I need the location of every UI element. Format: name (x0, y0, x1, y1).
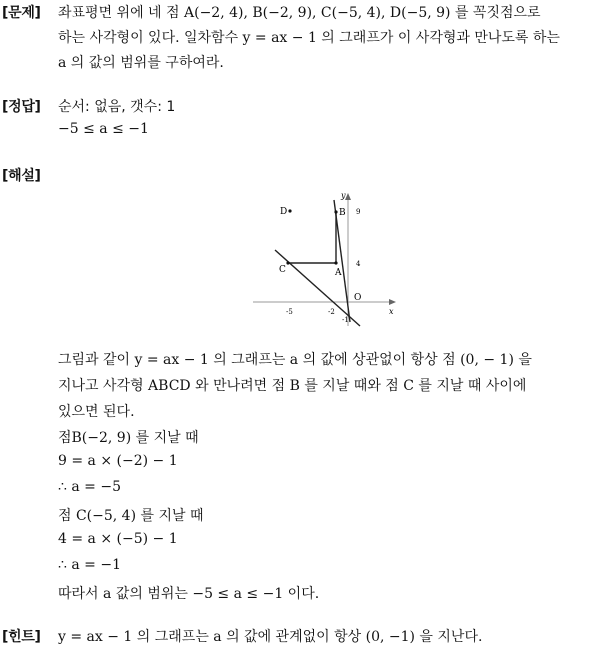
point-c-label: C (279, 265, 286, 275)
explanation-label: [해설] (2, 168, 41, 184)
x-axis-arrow (389, 299, 396, 305)
origin-label: O (354, 293, 362, 303)
explanation-line-8: 4 = a × (−5) − 1 (58, 531, 178, 547)
y-tick-4: 4 (356, 260, 361, 268)
problem-label: [문제] (2, 5, 41, 21)
x-tick-minus-2: -2 (328, 308, 335, 316)
y-axis-arrow (345, 193, 351, 200)
point-d-marker (288, 209, 291, 212)
problem-line-1: 좌표평면 위에 네 점 A(−2, 4), B(−2, 9), C(−5, 4), D(−5, 9) 를 꼭짓점으로 (58, 5, 541, 21)
x-axis-label: x (389, 307, 394, 316)
point-a-label: A (335, 268, 342, 278)
x-tick-minus-5: -5 (286, 308, 293, 316)
explanation-line-6: ∴ a = −5 (58, 479, 121, 495)
answer-label: [정답] (2, 99, 41, 115)
explanation-line-5: 9 = a × (−2) − 1 (58, 453, 178, 469)
point-c-marker (286, 261, 289, 264)
problem-line-2: 하는 사각형이 있다. 일차함수 y = ax − 1 의 그래프가 이 사각형과 만나도록 하는 (58, 30, 560, 46)
point-b-label: B (339, 208, 346, 218)
explanation-line-7: 점 C(−5, 4) 를 지날 때 (58, 508, 204, 524)
explanation-line-4: 점B(−2, 9) 를 지날 때 (58, 430, 199, 446)
explanation-line-9: ∴ a = −1 (58, 557, 121, 573)
explanation-line-2: 지나고 사각형 ABCD 와 만나려면 점 B 를 지날 때와 점 C 를 지날 때 사이에 (58, 378, 527, 394)
hint-line: y = ax − 1 의 그래프는 a 의 값에 관계없이 항상 (0, −1) 을 지난다. (58, 629, 483, 645)
explanation-line-10: 따라서 a 값의 범위는 −5 ≤ a ≤ −1 이다. (58, 586, 320, 602)
answer-count-line: 순서: 없음, 갯수: 1 (58, 99, 176, 115)
coordinate-figure (248, 190, 408, 330)
explanation-line-1: 그림과 같이 y = ax − 1 의 그래프는 a 의 값에 상관없이 항상 점 (0, − 1) 을 (58, 352, 532, 368)
answer-range-line: −5 ≤ a ≤ −1 (58, 121, 149, 137)
intercept-label: -1 (342, 316, 349, 324)
explanation-line-3: 있으면 된다. (58, 404, 135, 420)
point-d-label: D (280, 207, 288, 217)
y-tick-9: 9 (356, 208, 361, 216)
hint-label: [힌트] (2, 629, 41, 645)
point-a-marker (334, 261, 337, 264)
point-b-marker (334, 210, 337, 213)
y-axis-label: y (341, 191, 346, 200)
problem-line-3: a 의 값의 범위를 구하여라. (58, 55, 224, 71)
